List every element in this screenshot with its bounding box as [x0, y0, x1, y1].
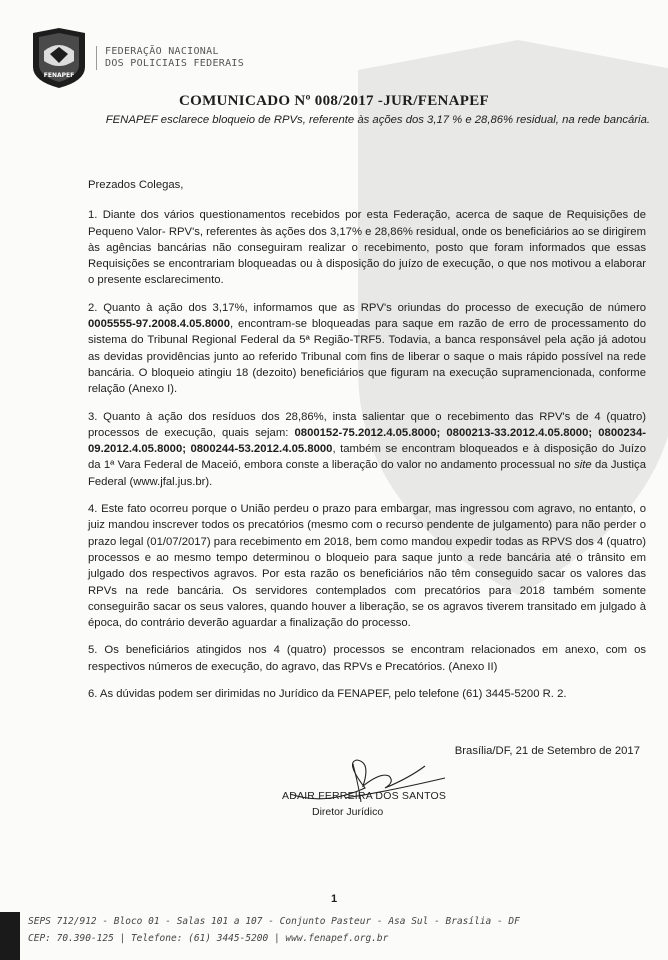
- footer-contact: CEP: 70.390-125 | Telefone: (61) 3445-5200 | www.fenapef.org.br: [28, 933, 389, 944]
- footer-address: SEPS 712/912 - Bloco 01 - Salas 101 a 107 - Conjunto Pasteur - Asa Sul - Brasília - DF: [28, 916, 520, 927]
- page-number: 1: [330, 893, 338, 905]
- organization-name: [96, 46, 244, 70]
- date-line: Brasília/DF, 21 de Setembro de 2017: [454, 745, 640, 757]
- signatory-role: Diretor Jurídico: [312, 806, 384, 818]
- p3-text-c: da Justiça Federal (: [88, 459, 646, 488]
- p3-text-b: , também se encontram bloqueados e à disposição do Juízo da 1ª Vara Federal de Maceió, embora conste a liberação do valor no andamento processual no: [88, 443, 646, 472]
- p2-text-a: 2. Quanto à ação dos 3,17%, informamos que as RPV's oriundas do processo de execução de número: [88, 301, 646, 314]
- p2-text-b: , encontram-se bloqueadas para saque em razão de erro de processamento do sistema do Tribunal Regional Federal da 5ª Região-TRF5. Todavia, a banca responsável pela ação já adotou as devidas providências junto ao referido Tribunal com fins de liberar o saque o mais rápido possível na rede bancária. O bloqueio atingiu 18 (dezoito) beneficiários que figuram na execução supramencionada, conforme relação (Anexo I).: [88, 318, 646, 396]
- footer-accent-bar: [0, 912, 20, 960]
- document-subtitle: FENAPEF esclarece bloqueio de RPVs, referente às ações dos 3,17 % e 28,86% residual, na rede bancária.: [105, 114, 650, 126]
- paragraph-4: 4. Este fato ocorreu porque o União perdeu o prazo para embargar, mas ingressou com agravo, no entanto, o juiz mandou inscrever todos os precatórios (mesmo com o recurso pendente de julgamento) para não perder o prazo legal (01/07/2017) para recebimento em 2018, bem como mandou expedir todas as RPVS dos 4 (quatro) processos e ao mesmo tempo determinou o bloqueio para saque junto a rede bancária até o trânsito em julgado dos respectivos agravos. Por esta razão os beneficiários não têm conseguido sacar os valores das RPVs na rede bancária. Os servidores contemplados com precatórios para 2018 também somente conseguirão sacar os seus valores, quando houver a liberação, se os agravos tiverem transitado em julgado à época, do contrário deverão aguardar a finalização do processo.: [88, 503, 646, 630]
- signatory-name: ADAIR FERREIRA DOS SANTOS: [282, 790, 447, 802]
- p2-process-number: 0005555-97.2008.4.05.8000: [88, 318, 230, 331]
- org-line-2: DOS POLICIAIS FEDERAIS: [105, 58, 245, 69]
- fenapef-logo: [30, 27, 88, 89]
- p3-text-a: 3. Quanto à ação dos resíduos dos 28,86%, insta salientar que o recebimento das RPV's de 4 (quatro) processos de execução, quais sejam:: [88, 410, 646, 439]
- org-line-1: FEDERAÇÃO NACIONAL: [105, 46, 219, 57]
- greeting: Prezados Colegas,: [88, 179, 184, 191]
- paragraph-1: 1. Diante dos vários questionamentos recebidos por esta Federação, acerca de saque de Requisições de Pequeno Valor- RPV's, referentes às ações dos 3,17% e 28,86% residual, onde os beneficiários ao se dirigirem às agências bancárias não conseguiram realizar o recebimento, posto que foram informados que essas Requisições se encontrariam bloqueadas ou à disposição do juízo de execução, o que nos motivou a elaborar o presente esclarecimento.: [88, 209, 646, 287]
- document-body: [88, 177, 646, 713]
- paragraph-3: [88, 409, 646, 490]
- p3-site-word: site: [574, 459, 592, 472]
- p3-process-numbers: 0800152-75.2012.4.05.8000; 0800213-33.2012.4.05.8000; 0800234-09.2012.4.05.8000; 0800244-53.2012.4.05.8000: [88, 426, 646, 456]
- letterhead: [30, 26, 244, 90]
- p3-text-d: ).: [205, 475, 213, 488]
- paragraph-5: 5. Os beneficiários atingidos nos 4 (quatro) processos se encontram relacionados em anexo, com os respectivos números de execução, do agravo, das RPVs e Precatórios. (Anexo II): [88, 644, 646, 673]
- svg-text:FENAPEF: FENAPEF: [43, 72, 75, 79]
- footer: [28, 913, 520, 947]
- justice-website-link[interactable]: www.jfal.jus.br: [133, 475, 206, 488]
- paragraph-2: [88, 300, 646, 398]
- document-title: COMUNICADO Nº 008/2017 -JUR/FENAPEF: [178, 93, 490, 109]
- paragraph-6: 6. As dúvidas podem ser dirimidas no Jurídico da FENAPEF, pelo telefone (61) 3445-5200 R. 2.: [88, 688, 567, 701]
